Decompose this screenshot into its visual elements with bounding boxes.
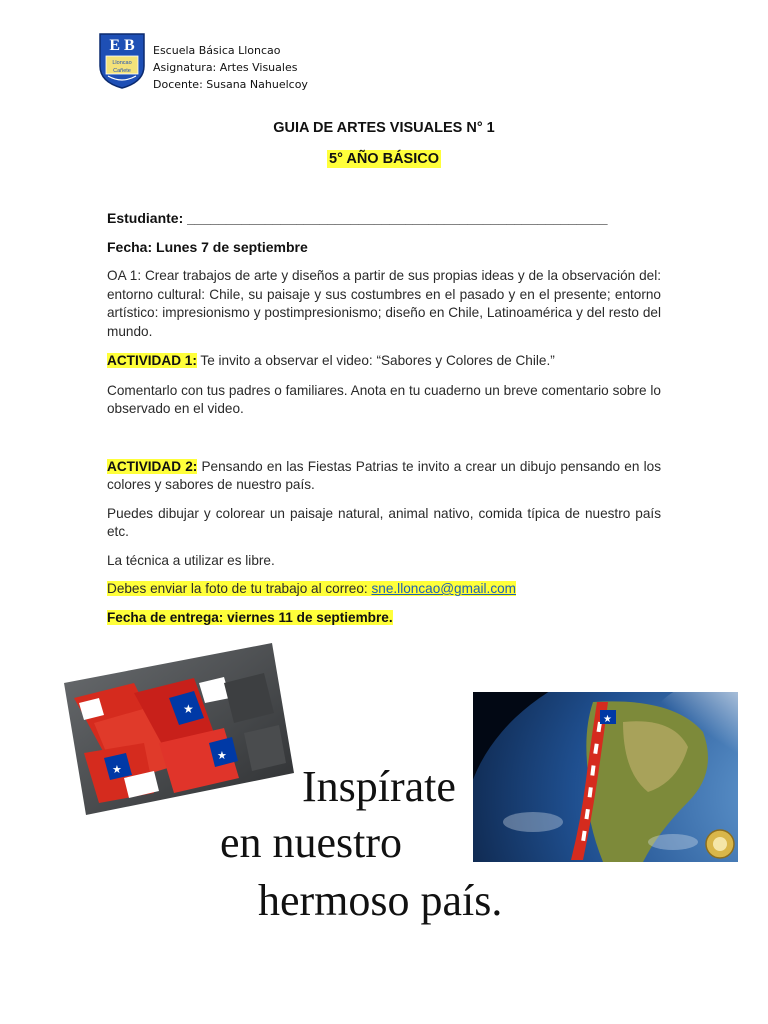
email-link[interactable]: sne.lloncao@gmail.com [371,581,516,596]
activity1-paragraph [107,352,661,371]
activity1-comment: Comentarlo con tus padres o familiares. Anota en tu cuaderno un breve comentario sobre lo observado en el video. [107,382,661,416]
activity1-label: ACTIVIDAD 1: [107,353,197,368]
page-title: GUIA DE ARTES VISUALES N° 1 [273,120,495,136]
teacher-line: Docente: Susana Nahuelcoy [153,78,308,91]
student-line: Estudiante: ______________________________________________________ [107,210,608,226]
star-icon: ★ [603,714,612,725]
activity2-text: Pensando en las Fiestas Patrias te invito a crear un dibujo pensando en los colores y sabores de nuestro país. [107,458,661,492]
slogan-line-2: en nuestro [220,818,403,867]
activity1-text: Te invito a observar el video: “Sabores y Colores de Chile.” [196,353,555,368]
activity2-paragraph [107,458,661,495]
school-logo [98,32,146,90]
slogan-line-3: hermoso país. [258,876,503,925]
grade-subtitle: 5° AÑO BÁSICO [329,151,439,167]
due-date: Fecha de entrega: viernes 11 de septiembre. [107,609,393,625]
oa-paragraph: OA 1: Crear trabajos de arte y diseños a partir de sus propias ideas y de la observación del: entorno cultural: Chile, su paisaje y sus costumbres en el pasado y en el presente; entorno artístico: impresionismo y postimpresionismo; diseño en Chile, Latinoamérica y del resto del mundo. [107,268,661,339]
star-icon: ★ [183,702,194,716]
earth-chile-map-image [473,692,738,862]
logo-small-text-2: Cañete [113,68,131,74]
send-line [107,580,661,599]
logo-letters: E B [109,37,135,54]
slogan-line-1: Inspírate [302,762,456,811]
guide-content [107,209,661,627]
flag-cluster [74,673,286,803]
due-line [107,609,661,628]
activity2-paragraph-2: Puedes dibujar y colorear un paisaje natural, animal nativo, comida típica de nuestro país etc. [107,505,661,539]
activity2-label: ACTIVIDAD 2: [107,458,198,474]
star-icon: ★ [217,750,227,762]
subject-line: Asignatura: Artes Visuales [153,61,298,74]
school-name: Escuela Básica Lloncao [153,44,281,57]
technique-line: La técnica a utilizar es libre. [107,552,275,568]
star-icon: ★ [112,764,122,776]
chilean-flags-photo [64,643,294,815]
send-text: Debes enviar la foto de tu trabajo al correo: [107,581,372,596]
date-line: Fecha: Lunes 7 de septiembre [107,238,308,255]
logo-small-text-1: Lloncao [112,60,132,66]
